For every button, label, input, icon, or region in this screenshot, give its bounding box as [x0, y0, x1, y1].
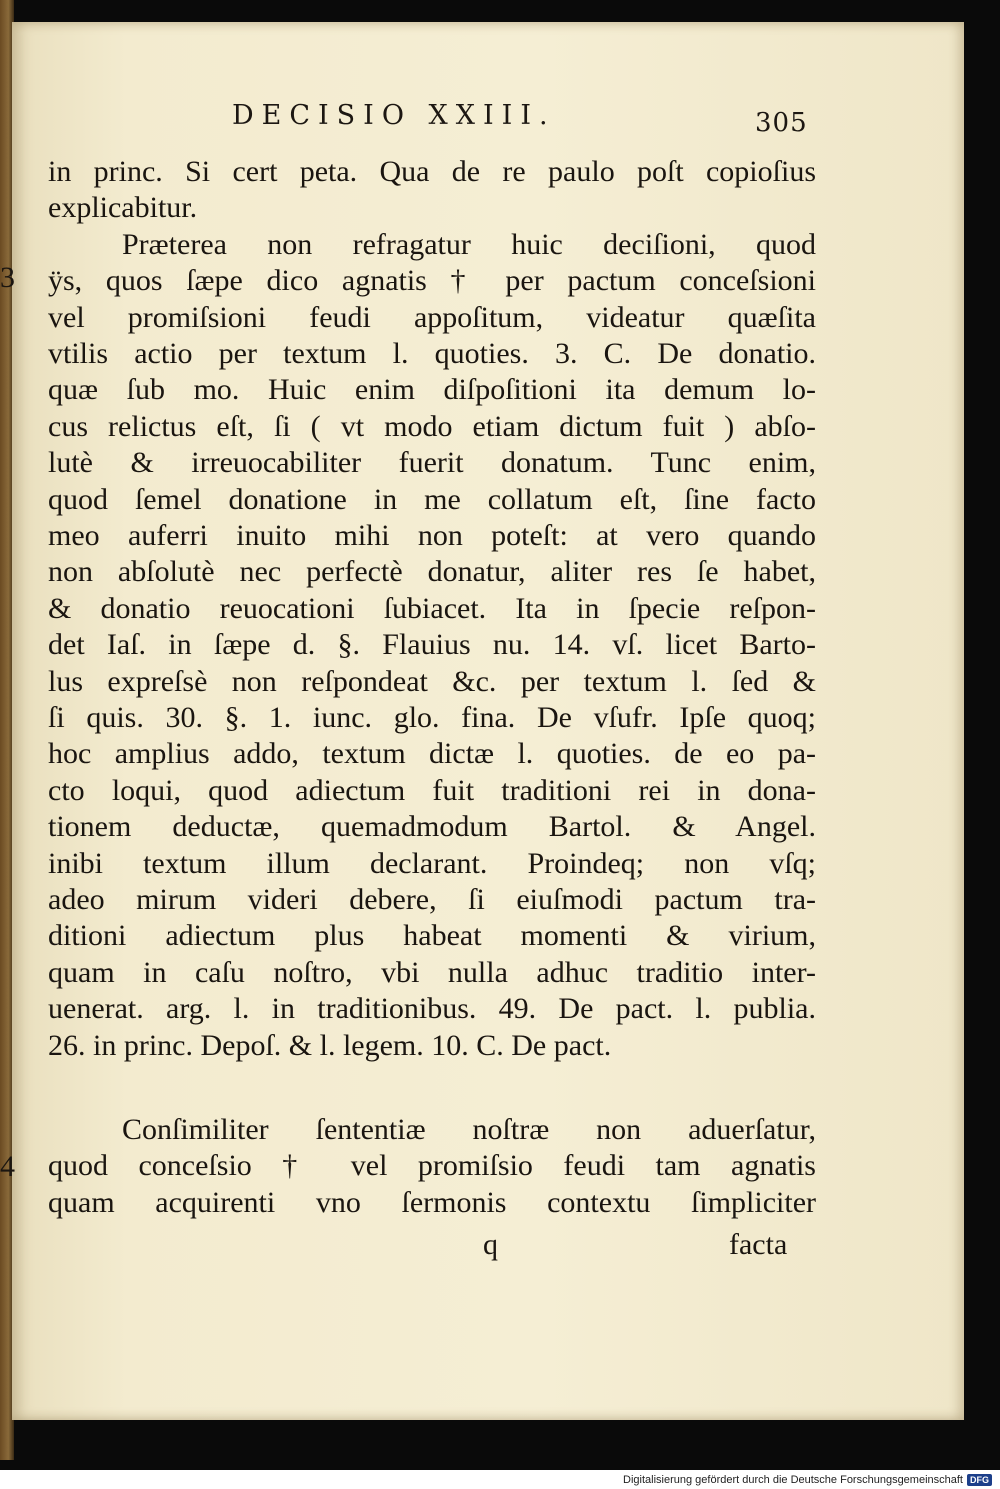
margin-note-number: 4: [0, 1150, 15, 1183]
signature-mark: q: [483, 1228, 498, 1261]
credit-text: Digitalisierung gefördert durch die Deutsche Forschungsgemeinschaft: [623, 1474, 963, 1486]
text-line: ÿs, quos ſæpe dico agnatis † per pactum conceſsioni: [48, 264, 816, 298]
text-line: meo auferri inuito mihi non poteſt: at vero quando: [48, 519, 816, 552]
margin-note-number: 3: [0, 261, 15, 294]
page-number: 305: [755, 108, 808, 138]
running-title: DECISIO XXIII.: [232, 100, 556, 131]
text-line: vtilis actio per textum l. quoties. 3. C. De donatio.: [48, 337, 816, 370]
digitization-credit: [623, 1472, 992, 1488]
text-line: uenerat. arg. l. in traditionibus. 49. De pact. l. publia.: [48, 992, 816, 1026]
catchword: facta: [729, 1228, 788, 1261]
text-line: ditioni adiectum plus habeat momenti & virium,: [48, 919, 816, 953]
text-line: quam in caſu noſtro, vbi nulla adhuc traditio inter-: [48, 955, 816, 989]
text-line: vel promiſsioni feudi appoſitum, videatur quæſita: [48, 300, 816, 334]
text-line: inibi textum illum declarant. Proindeq; non vſq;: [48, 846, 816, 880]
text-line: in princ. Si cert peta. Qua de re paulo poſt copioſius: [48, 155, 816, 188]
text-line: non abſolutè nec perfectè donatur, aliter res ſe habet,: [48, 555, 816, 589]
text-line: cto loqui, quod adiectum fuit traditioni rei in dona-: [48, 773, 816, 807]
dfg-logo: DFG: [967, 1474, 992, 1486]
text-line: Conſimiliter ſententiæ noſtræ non aduerſatur,: [122, 1113, 816, 1146]
text-line: 26. in princ. Depoſ. & l. legem. 10. C. De pact.: [48, 1028, 612, 1062]
text-line: hoc amplius addo, textum dictæ l. quoties. de eo pa-: [48, 737, 816, 771]
text-line: det Iaſ. in ſæpe d. §. Flauius nu. 14. vſ. licet Barto-: [48, 628, 816, 662]
text-line: & donatio reuocationi ſubiacet. Ita in ſpecie reſpon-: [48, 591, 816, 625]
text-line: Præterea non refragatur huic deciſioni, quod: [122, 227, 816, 261]
text-line: tionem deductæ, quemadmodum Bartol. & Angel.: [48, 810, 816, 844]
text-line: ſi quis. 30. §. 1. iunc. glo. fina. De vſufr. Ipſe quoq;: [48, 701, 816, 734]
text-line: quam acquirenti vno ſermonis contextu ſimpliciter: [48, 1185, 816, 1219]
text-line: lus expreſsè non reſpondeat &c. per textum l. ſed &: [48, 664, 816, 698]
text-line: explicabitur.: [48, 191, 198, 225]
text-line: quæ ſub mo. Huic enim diſpoſitioni ita demum lo-: [48, 373, 816, 407]
text-line: quod conceſsio † vel promiſsio feudi tam agnatis: [48, 1149, 816, 1183]
text-line: lutè & irreuocabiliter fuerit donatum. Tunc enim,: [48, 446, 816, 480]
text-line: adeo mirum videri debere, ſi eiuſmodi pactum tra-: [48, 883, 816, 916]
text-line: cus relictus eſt, ſi ( vt modo etiam dictum fuit ) abſo-: [48, 409, 816, 443]
text-line: quod ſemel donatione in me collatum eſt, ſine facto: [48, 482, 816, 516]
